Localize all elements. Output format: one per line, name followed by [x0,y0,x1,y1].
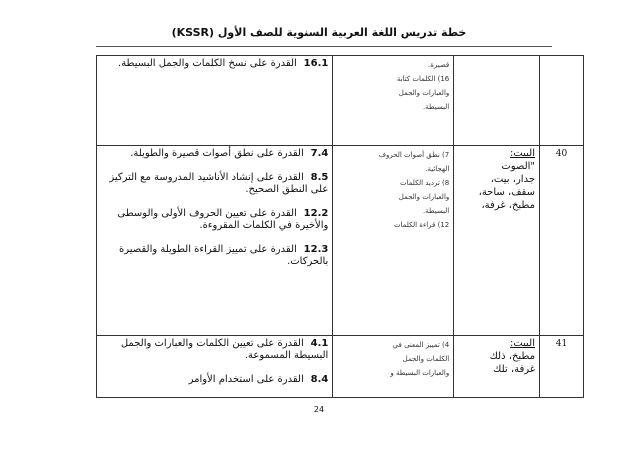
content-line: الهجائية. [425,165,450,173]
standard-item [101,208,328,232]
content-standards-cell [333,56,454,146]
standard-code: 7.4 [310,148,329,159]
topic-cell [454,56,540,146]
title-underline [96,46,552,47]
week-cell: 40 [540,146,584,336]
vocabulary-line: غرفة، تلك [493,364,535,375]
learning-standards-cell [97,336,333,398]
topic-title: البيت: [509,148,535,159]
standard-code: 8.5 [310,172,329,183]
content-line: والعبارات البسيطة و [390,369,450,377]
content-line: والعبارات والجمل [398,193,450,201]
standard-text: القدرة على نطق أصوات قصيرة والطويلة. [130,148,304,159]
page-title: خطة تدريس اللغة العربية السنوية للصف الأول (KSSR) [171,26,467,39]
week-cell [540,56,584,146]
content-line: البسيطة. [422,103,450,111]
topic-title: البيت: [509,338,535,349]
content-line: والعبارات والجمل [398,89,450,97]
vocabulary-line: مطبخ، ذلك [489,351,535,362]
week-cell: 41 [540,336,584,398]
standard-text: القدرة على إنشاد الأناشيد المدروسة مع التركيز على النطق الصحيح. [109,172,329,195]
standard-code: 4.1 [310,338,329,349]
learning-standards-cell [97,56,333,146]
standard-item [101,374,328,386]
content-line: 12) قراءة الكلمات [394,221,450,229]
standard-text: القدرة على استخدام الأوامر [188,374,304,385]
lesson-plan-table [96,55,584,398]
content-line: 8) ترديد الكلمات [400,179,450,187]
standard-item [101,172,328,196]
content-standards-cell [333,146,454,336]
topic-cell [454,336,540,398]
vocabulary-line: جدار، بيت، [490,174,535,185]
content-line: قصيرة. [427,61,450,69]
content-line: الكلمات والجمل [402,355,450,363]
standard-code: 8.4 [310,374,329,385]
page-number: 24 [313,405,325,414]
content-standards-cell [333,336,454,398]
standard-text: القدرة على تعيين الحروف الأولى والوسطى والأخيرة في الكلمات المقروءة. [117,208,329,231]
standard-text: القدرة على نسخ الكلمات والجمل البسيطة. [118,58,297,69]
vocabulary-line: سقف، ساحة، [478,187,535,198]
table-row [97,56,584,146]
standard-code: 12.2 [303,208,329,219]
table-row [97,146,584,336]
standard-item [101,148,328,160]
table-row [97,336,584,398]
standard-item [101,338,328,362]
content-line: البسيطة. [422,207,450,215]
topic-cell [454,146,540,336]
content-line: 16) الكلمات كتابة [396,75,450,83]
vocabulary-line: مطبخ، غرفة، [481,200,535,211]
content-line: 7) نطق أصوات الحروف [378,151,450,159]
vocabulary-line: "الصوت [501,161,535,172]
learning-standards-cell [97,146,333,336]
standard-code: 12.3 [303,244,329,255]
content-line: 4) تمييز المعنى في [392,341,450,349]
standard-text: القدرة على تمييز القراءة الطويلة والقصيرة بالحركات. [119,244,329,267]
standard-item [101,58,328,70]
standard-item [101,244,328,268]
standard-text: القدرة على تعيين الكلمات والعبارات والجمل البسيطة المسموعة. [120,338,329,361]
standard-code: 16.1 [303,58,329,69]
